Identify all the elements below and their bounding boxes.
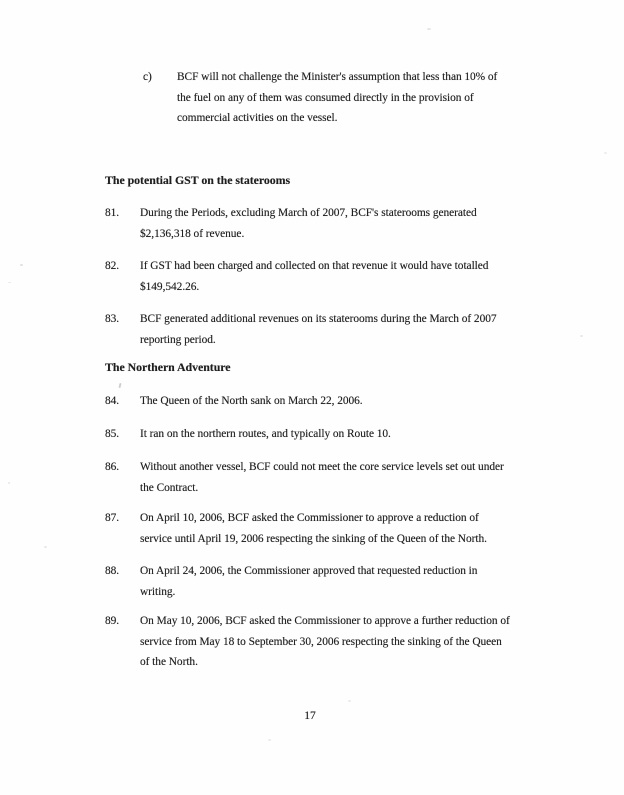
paragraph-line: If GST had been charged and collected on that revenue it would have totalled [140, 260, 489, 272]
paragraph-number: 88. [105, 565, 120, 577]
paragraph-number: 86. [105, 461, 120, 473]
page-number: 17 [304, 709, 316, 722]
paragraph-84 [105, 391, 363, 412]
paragraph-number: 83. [105, 313, 120, 325]
paragraph-text [140, 424, 391, 445]
paragraph-text [140, 561, 477, 602]
paragraph-text [140, 508, 487, 549]
paragraph-86 [105, 457, 504, 498]
paragraph-line: service until April 19, 2006 respecting the sinking of the Queen of the North. [140, 532, 487, 545]
paragraph-line: the Contract. [140, 481, 199, 494]
section-heading-northern-adventure: The Northern Adventure [105, 360, 231, 374]
paragraph-number: 89. [105, 615, 120, 627]
paragraph-number: 82. [105, 260, 120, 272]
paragraph-line: the fuel on any of them was consumed directly in the provision of [177, 91, 474, 104]
paragraph-line: $2,136,318 of revenue. [140, 227, 245, 240]
paragraph-text [140, 309, 497, 350]
paragraph-85 [105, 424, 391, 445]
paragraph-text [140, 457, 504, 498]
paragraph-line: On April 10, 2006, BCF asked the Commissioner to approve a reduction of [140, 512, 479, 524]
paragraph-line: The Queen of the North sank on March 22, 2006. [140, 395, 363, 407]
paragraph-number: 87. [105, 512, 120, 524]
paragraph-number: 81. [105, 207, 120, 219]
scan-speckle [348, 700, 351, 702]
list-item-text [177, 67, 497, 129]
paragraph-line: On April 24, 2006, the Commissioner approved that requested reduction in [140, 565, 478, 577]
scan-speckle [268, 739, 271, 741]
paragraph-83 [105, 309, 497, 350]
paragraph-line: BCF will not challenge the Minister's assumption that less than 10% of [177, 71, 498, 83]
paragraph-line: During the Periods, excluding March of 2007, BCF's staterooms generated [140, 207, 477, 219]
paragraph-text [140, 203, 477, 244]
list-item-label: c) [143, 71, 152, 83]
scan-speckle [604, 152, 607, 154]
paragraph-81 [105, 203, 477, 244]
paragraph-line: service from May 18 to September 30, 2006 respecting the sinking of the Queen [140, 635, 502, 648]
paragraph-line: Without another vessel, BCF could not meet the core service levels set out under [140, 461, 504, 473]
paragraph-number: 84. [105, 395, 120, 407]
paragraph-82 [105, 256, 488, 297]
paragraph-line: writing. [140, 585, 176, 598]
paragraph-line: of the North. [140, 656, 198, 668]
scan-speckle [118, 383, 121, 388]
paragraph-text [140, 256, 488, 297]
paragraph-89 [105, 611, 510, 673]
paragraph-text [140, 611, 510, 673]
scan-speckle [20, 264, 23, 266]
paragraph-line: On May 10, 2006, BCF asked the Commissioner to approve a further reduction of [140, 615, 510, 627]
scan-speckle [8, 282, 11, 283]
paragraph-line: reporting period. [140, 333, 216, 346]
paragraph-line: BCF generated additional revenues on its staterooms during the March of 2007 [140, 313, 497, 325]
scan-speckle [44, 546, 47, 548]
scan-speckle [8, 482, 10, 484]
paragraph-line: commercial activities on the vessel. [177, 112, 338, 124]
scan-speckle [580, 335, 583, 337]
paragraph-88 [105, 561, 477, 602]
paragraph-number: 85. [105, 428, 120, 440]
paragraph-87 [105, 508, 487, 549]
paragraph-line: It ran on the northern routes, and typically on Route 10. [140, 428, 391, 440]
paragraph-text [140, 391, 363, 412]
section-heading-gst: The potential GST on the staterooms [105, 173, 291, 187]
paragraph-line: $149,542.26. [140, 280, 200, 293]
list-item-c [143, 67, 497, 129]
scan-speckle [427, 28, 431, 30]
